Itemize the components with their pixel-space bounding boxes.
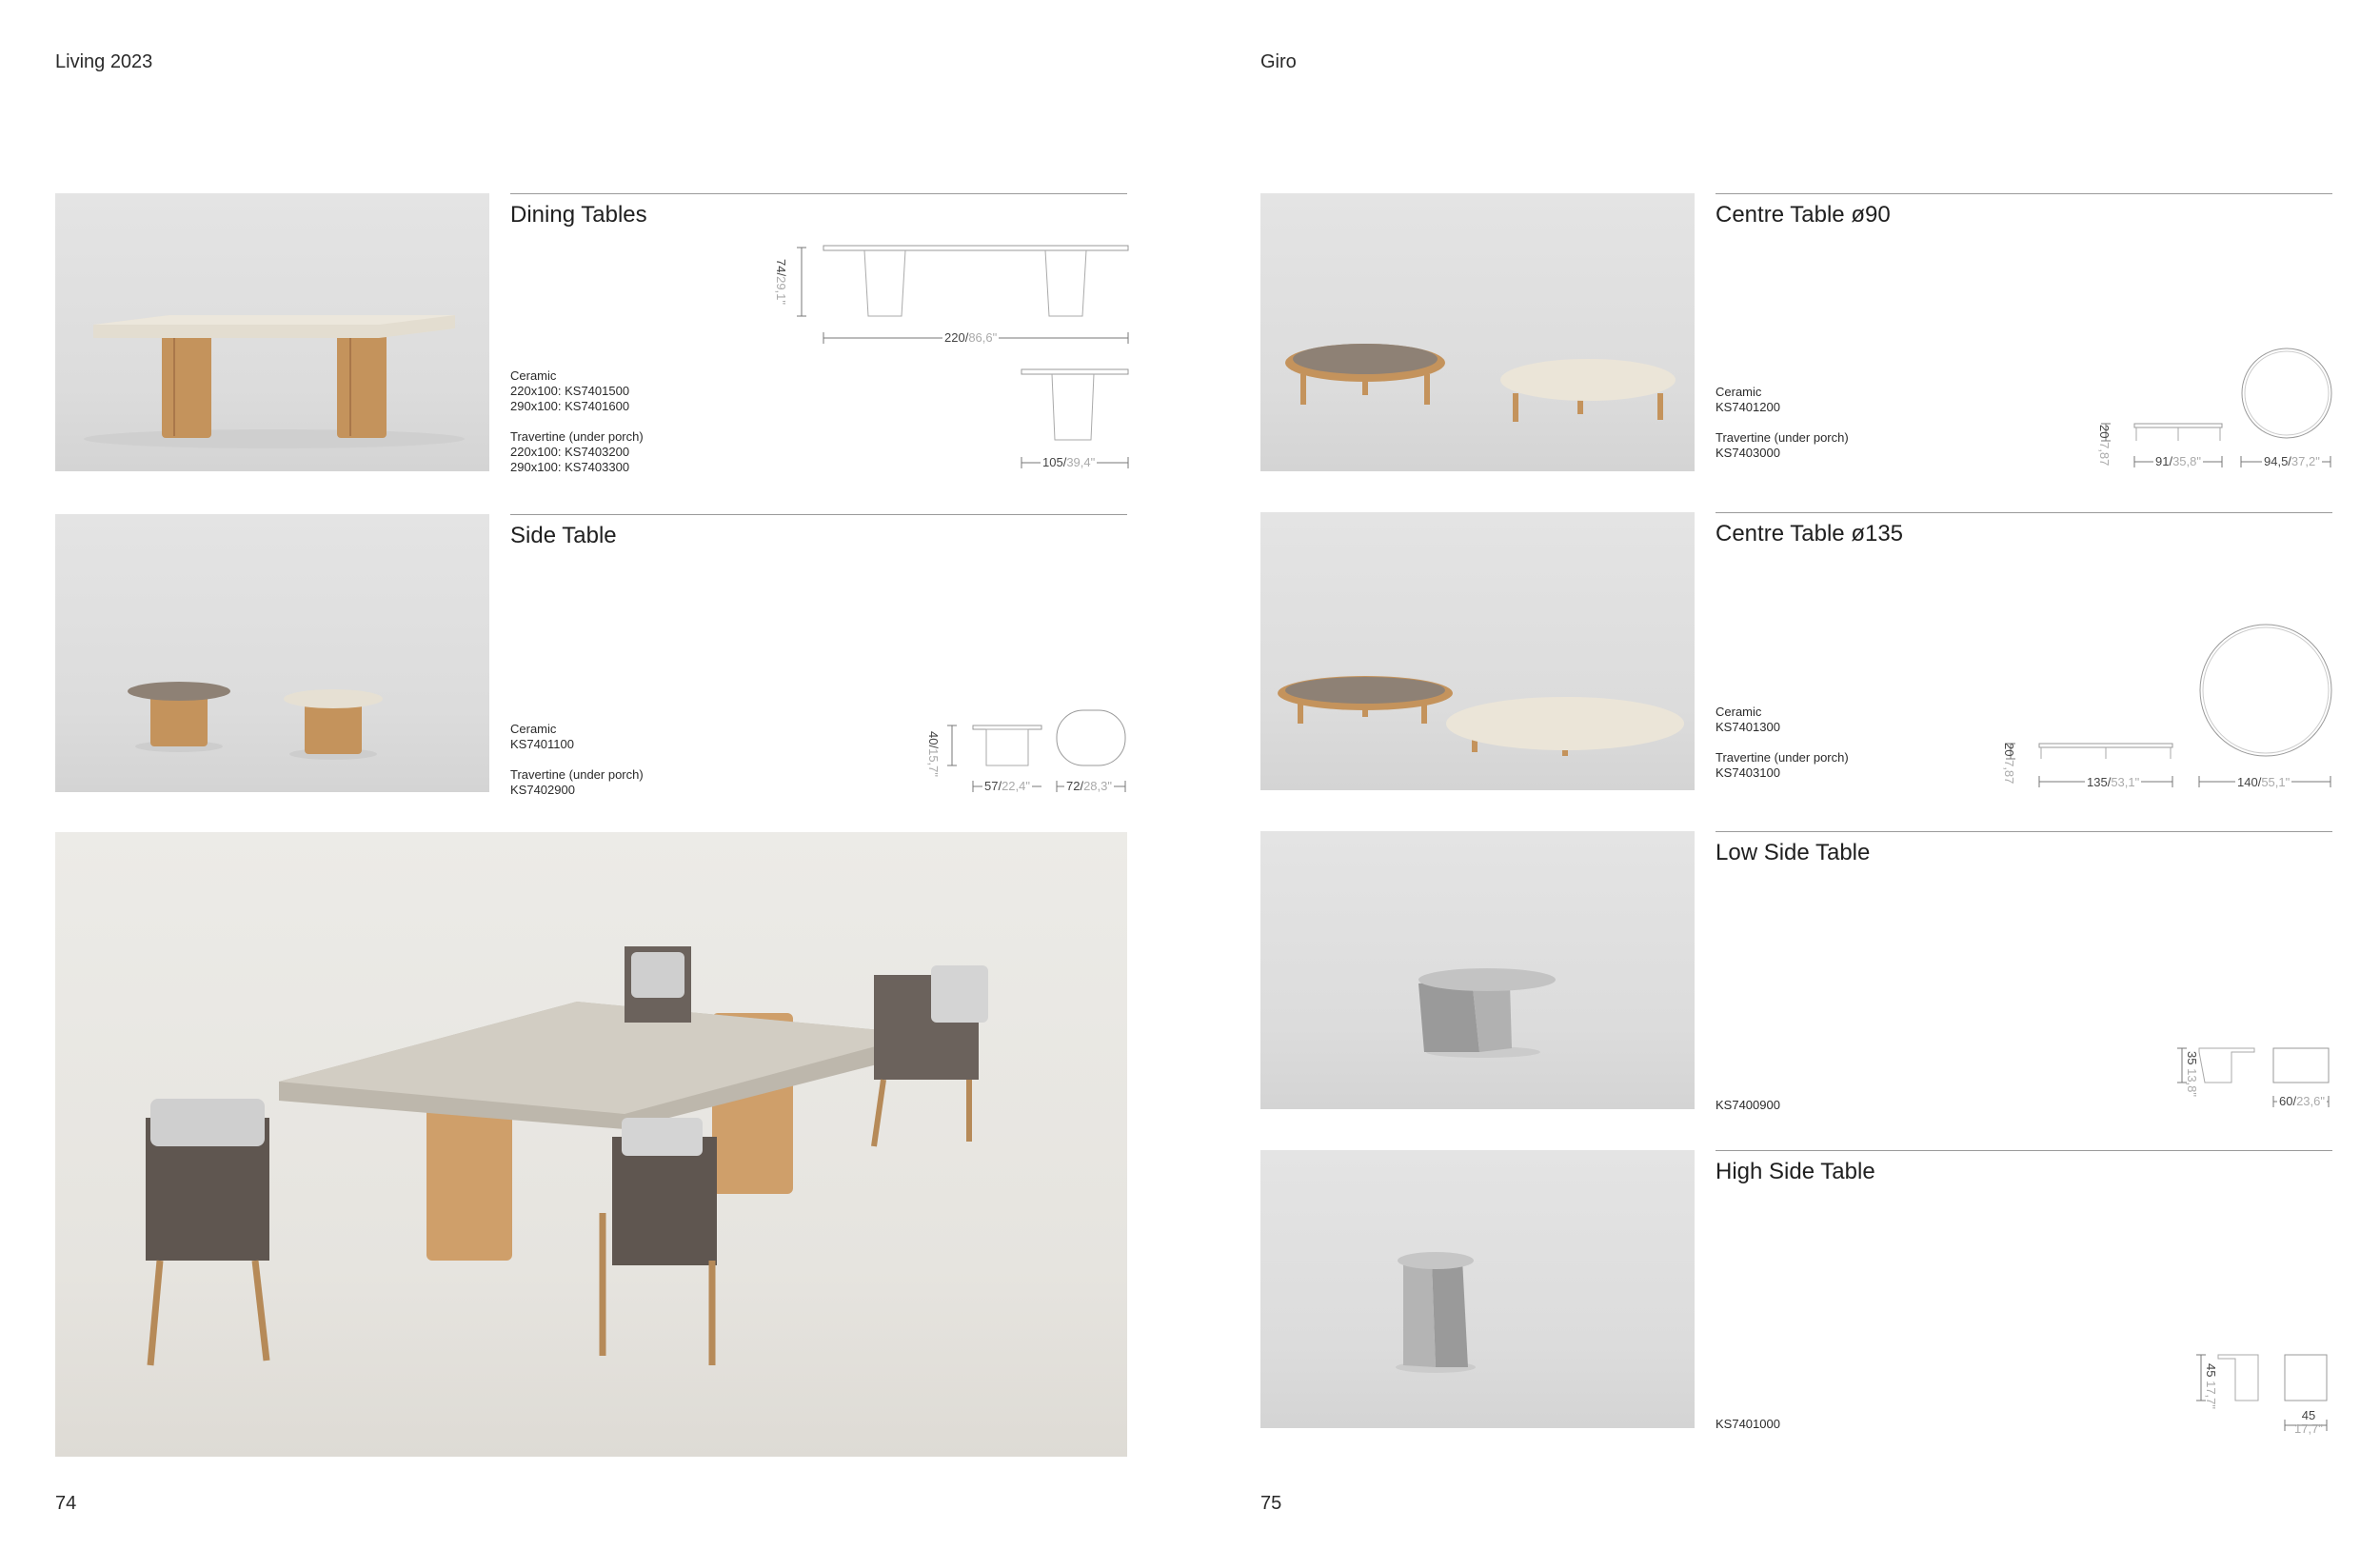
dining-title: Dining Tables (510, 202, 647, 228)
centre-90-width2-dim: 94,5/37,2" (2264, 454, 2320, 468)
page-number-right: 75 (1260, 1493, 1282, 1514)
dining-rule (510, 193, 1127, 194)
dining-width-dim: 105/39,4" (1042, 455, 1096, 469)
centre-90-spec: Ceramic KS7401200 Travertine (under porch) KS7403000 (1716, 385, 1849, 460)
centre-135-drawings (1980, 624, 2332, 795)
page-number-left: 74 (55, 1493, 77, 1514)
dining-height-dim: 74/29,1" (774, 259, 788, 306)
centre-135-width2-dim: 140/55,1" (2237, 775, 2291, 789)
side-title: Side Table (510, 523, 617, 548)
page-header-right: Giro (1260, 51, 1297, 72)
low-side-rule (1716, 831, 2332, 832)
centre-90-title: Centre Table ø90 (1716, 202, 1891, 228)
dining-scene-photo (55, 832, 1127, 1457)
side-width2-dim: 72/28,3" (1066, 779, 1112, 793)
side-height-dim: 40/15,7" (926, 731, 941, 778)
centre-90-rule (1716, 193, 2332, 194)
side-rule (510, 514, 1127, 515)
side-width1-dim: 57/22,4" (984, 779, 1030, 793)
low-side-width-dim: 60/23,6" (2279, 1094, 2325, 1108)
high-side-table-photo (1260, 1150, 1695, 1428)
centre-135-title: Centre Table ø135 (1716, 521, 1904, 546)
high-side-title: High Side Table (1716, 1159, 1875, 1184)
dining-drawings (790, 238, 1133, 476)
dining-table-photo (55, 193, 489, 471)
centre-table-135-photo (1260, 512, 1695, 790)
centre-90-height-dim: 20 7,87 (2097, 425, 2112, 467)
high-side-width-dim: 45 17,7" (2294, 1408, 2323, 1436)
side-spec: Ceramic KS7401100 Travertine (under porch) KS7402900 (510, 722, 644, 797)
low-side-spec: KS7400900 (1716, 1098, 1780, 1112)
side-table-photo (55, 514, 489, 792)
dining-length-dim: 220/86,6" (944, 330, 998, 345)
centre-135-spec: Ceramic KS7401300 Travertine (under porch) KS7403100 (1716, 705, 1849, 780)
high-side-rule (1716, 1150, 2332, 1151)
low-side-height-dim: 35 13,8" (2185, 1051, 2199, 1098)
centre-135-width1-dim: 135/53,1" (2087, 775, 2140, 789)
centre-90-width1-dim: 91/35,8" (2155, 454, 2201, 468)
low-side-title: Low Side Table (1716, 840, 1871, 865)
centre-135-height-dim: 20 7,87 (2002, 743, 2016, 785)
page-header-left: Living 2023 (55, 51, 153, 72)
centre-135-rule (1716, 512, 2332, 513)
dining-spec: Ceramic 220x100: KS7401500 290x100: KS7401600 Travertine (under porch) 220x100: KS7403200 290x100: KS7403300 (510, 368, 644, 474)
low-side-table-photo (1260, 831, 1695, 1109)
high-side-height-dim: 45 17,7" (2204, 1363, 2218, 1410)
centre-table-90-photo (1260, 193, 1695, 471)
high-side-spec: KS7401000 (1716, 1417, 1780, 1431)
